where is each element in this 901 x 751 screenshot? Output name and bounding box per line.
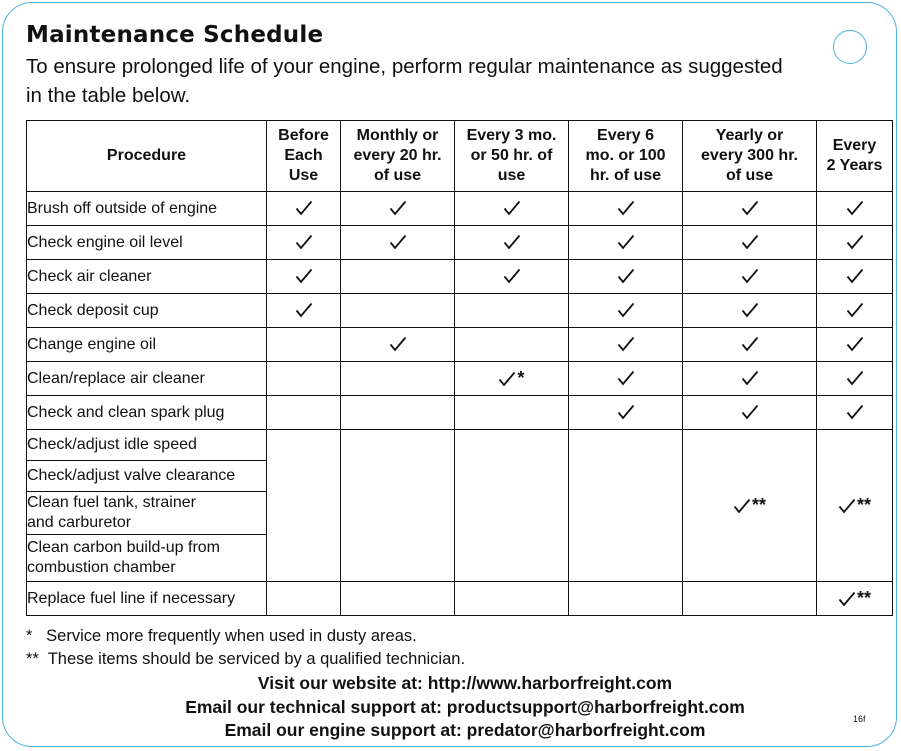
procedure-cell: Brush off outside of engine — [27, 192, 267, 226]
header-line: Before — [278, 127, 329, 144]
procedure-line: combustion chamber — [27, 559, 176, 576]
interval-cell — [817, 328, 893, 362]
interval-cell — [569, 362, 683, 396]
interval-cell — [817, 226, 893, 260]
procedure-cell: Replace fuel line if necessary — [27, 582, 267, 616]
checkmark-icon — [741, 268, 759, 284]
procedure-cell — [27, 535, 267, 582]
checkmark-icon — [295, 234, 313, 250]
header-line: use — [497, 167, 526, 184]
interval-cell — [683, 260, 817, 294]
checkmark-icon — [741, 404, 759, 420]
interval-cell — [455, 226, 569, 260]
interval-cell — [267, 328, 341, 362]
interval-cell — [683, 396, 817, 430]
table-row — [27, 226, 893, 260]
procedure-cell: Check air cleaner — [27, 260, 267, 294]
header-line: of use — [725, 167, 774, 184]
header-line: or 50 hr. of — [470, 147, 553, 164]
procedure-cell: Clean/replace air cleaner — [27, 362, 267, 396]
interval-cell — [341, 328, 455, 362]
checkmark-icon — [295, 268, 313, 284]
interval-cell — [455, 396, 569, 430]
header-yearly — [683, 121, 817, 192]
checkmark-icon — [617, 370, 635, 386]
header-line: mo. or 100 — [585, 147, 666, 164]
checkmark-icon — [741, 370, 759, 386]
interval-cell — [817, 396, 893, 430]
interval-cell — [817, 430, 893, 582]
interval-cell — [341, 582, 455, 616]
table-row — [27, 396, 893, 430]
contact-info — [0, 672, 901, 743]
page-number: 16f — [853, 714, 866, 724]
footnotes — [26, 625, 465, 671]
checkmark-icon — [741, 302, 759, 318]
checkmark-icon — [846, 404, 864, 420]
checkmark-icon — [846, 200, 864, 216]
table-row — [27, 328, 893, 362]
table-header-row — [27, 121, 893, 192]
header-line: of use — [373, 167, 422, 184]
checkmark-icon — [617, 234, 635, 250]
table-row — [27, 362, 893, 396]
checkmark-icon — [741, 234, 759, 250]
footnote-marker: ** — [856, 588, 871, 608]
interval-cell — [569, 430, 683, 582]
interval-cell — [569, 328, 683, 362]
header-line: every 20 hr. — [353, 147, 442, 164]
procedure-cell: Check and clean spark plug — [27, 396, 267, 430]
corner-circle-icon — [833, 30, 867, 64]
header-line: 2 Years — [826, 157, 883, 174]
checkmark-icon — [838, 498, 856, 514]
procedure-cell: Check deposit cup — [27, 294, 267, 328]
procedure-line: Check/adjust valve clearance — [27, 467, 236, 484]
interval-cell — [341, 362, 455, 396]
tech-support-email-line: Email our technical support at: productsupport@harborfreight.com — [185, 696, 745, 717]
procedure-cell — [27, 461, 267, 492]
header-every-3-months — [455, 121, 569, 192]
checkmark-icon — [617, 200, 635, 216]
interval-cell — [455, 328, 569, 362]
interval-cell — [683, 226, 817, 260]
footnote-marker: * — [517, 368, 525, 388]
checkmark-icon — [503, 234, 521, 250]
checkmark-icon — [838, 591, 856, 607]
interval-cell — [569, 582, 683, 616]
interval-cell — [267, 192, 341, 226]
checkmark-icon — [617, 302, 635, 318]
checkmark-icon — [733, 498, 751, 514]
checkmark-icon — [846, 268, 864, 284]
interval-cell — [817, 362, 893, 396]
checkmark-icon — [617, 404, 635, 420]
interval-cell — [569, 192, 683, 226]
interval-cell — [817, 192, 893, 226]
table-row — [27, 294, 893, 328]
interval-cell — [455, 260, 569, 294]
checkmark-icon — [741, 200, 759, 216]
checkmark-icon — [295, 302, 313, 318]
checkmark-icon — [389, 336, 407, 352]
interval-cell — [817, 260, 893, 294]
footnote-single-asterisk: * Service more frequently when used in dusty areas. — [26, 627, 417, 645]
header-monthly — [341, 121, 455, 192]
interval-cell — [683, 362, 817, 396]
interval-cell — [455, 192, 569, 226]
checkmark-icon — [389, 200, 407, 216]
interval-cell — [267, 396, 341, 430]
interval-cell — [267, 362, 341, 396]
maintenance-table — [26, 120, 893, 616]
interval-cell — [267, 260, 341, 294]
table-row — [27, 430, 893, 461]
interval-cell — [341, 396, 455, 430]
header-every-6-months — [569, 121, 683, 192]
interval-cell — [341, 260, 455, 294]
interval-cell — [341, 226, 455, 260]
checkmark-icon — [846, 234, 864, 250]
procedure-cell: Change engine oil — [27, 328, 267, 362]
header-line: Yearly or — [715, 127, 784, 144]
table-row — [27, 260, 893, 294]
checkmark-icon — [389, 234, 407, 250]
footnote-marker: ** — [856, 495, 871, 515]
interval-cell — [455, 582, 569, 616]
header-before-use — [267, 121, 341, 192]
procedure-line: Check/adjust idle speed — [27, 436, 197, 453]
procedure-cell: Check engine oil level — [27, 226, 267, 260]
procedure-line: and carburetor — [27, 514, 132, 531]
header-line: Each — [284, 147, 323, 164]
header-line: Monthly or — [356, 127, 439, 144]
checkmark-icon — [498, 371, 516, 387]
interval-cell — [341, 294, 455, 328]
footnote-double-asterisk: ** These items should be serviced by a qualified technician. — [26, 650, 466, 668]
header-line: Use — [288, 167, 319, 184]
table-body — [27, 192, 893, 616]
interval-cell — [569, 396, 683, 430]
procedure-line: Clean carbon build-up from — [27, 539, 220, 556]
checkmark-icon — [617, 336, 635, 352]
interval-cell — [267, 226, 341, 260]
checkmark-icon — [503, 200, 521, 216]
interval-cell — [569, 226, 683, 260]
page-title: Maintenance Schedule — [26, 22, 324, 48]
interval-cell — [267, 430, 341, 582]
website-line: Visit our website at: http://www.harborfreight.com — [257, 673, 673, 693]
header-procedure: Procedure — [27, 121, 267, 192]
header-line: Every 6 — [597, 127, 654, 144]
interval-cell — [683, 430, 817, 582]
interval-cell — [683, 582, 817, 616]
checkmark-icon — [846, 302, 864, 318]
checkmark-icon — [503, 268, 521, 284]
interval-cell — [817, 294, 893, 328]
engine-support-email-line: Email our engine support at: predator@harborfreight.com — [224, 720, 706, 740]
interval-cell — [455, 430, 569, 582]
procedure-line: Clean fuel tank, strainer — [27, 494, 196, 511]
header-line: Every 3 mo. — [466, 127, 557, 144]
header-line: every 300 hr. — [701, 147, 798, 164]
footnote-marker: ** — [751, 495, 766, 515]
interval-cell — [683, 192, 817, 226]
table-row — [27, 582, 893, 616]
interval-cell — [267, 294, 341, 328]
page-subtitle: To ensure prolonged life of your engine, perform regular maintenance as suggested in the table below. — [26, 55, 783, 107]
checkmark-icon — [846, 336, 864, 352]
interval-cell — [817, 582, 893, 616]
header-every-2-years — [817, 121, 893, 192]
interval-cell — [683, 328, 817, 362]
interval-cell — [569, 260, 683, 294]
procedure-cell — [27, 492, 267, 535]
checkmark-icon — [295, 200, 313, 216]
interval-cell — [455, 362, 569, 396]
interval-cell — [341, 430, 455, 582]
interval-cell — [569, 294, 683, 328]
checkmark-icon — [846, 370, 864, 386]
header-line: Every — [832, 137, 877, 154]
header-line: hr. of use — [589, 167, 662, 184]
checkmark-icon — [741, 336, 759, 352]
table-row — [27, 192, 893, 226]
checkmark-icon — [617, 268, 635, 284]
interval-cell — [267, 582, 341, 616]
interval-cell — [455, 294, 569, 328]
interval-cell — [683, 294, 817, 328]
procedure-cell — [27, 430, 267, 461]
interval-cell — [341, 192, 455, 226]
